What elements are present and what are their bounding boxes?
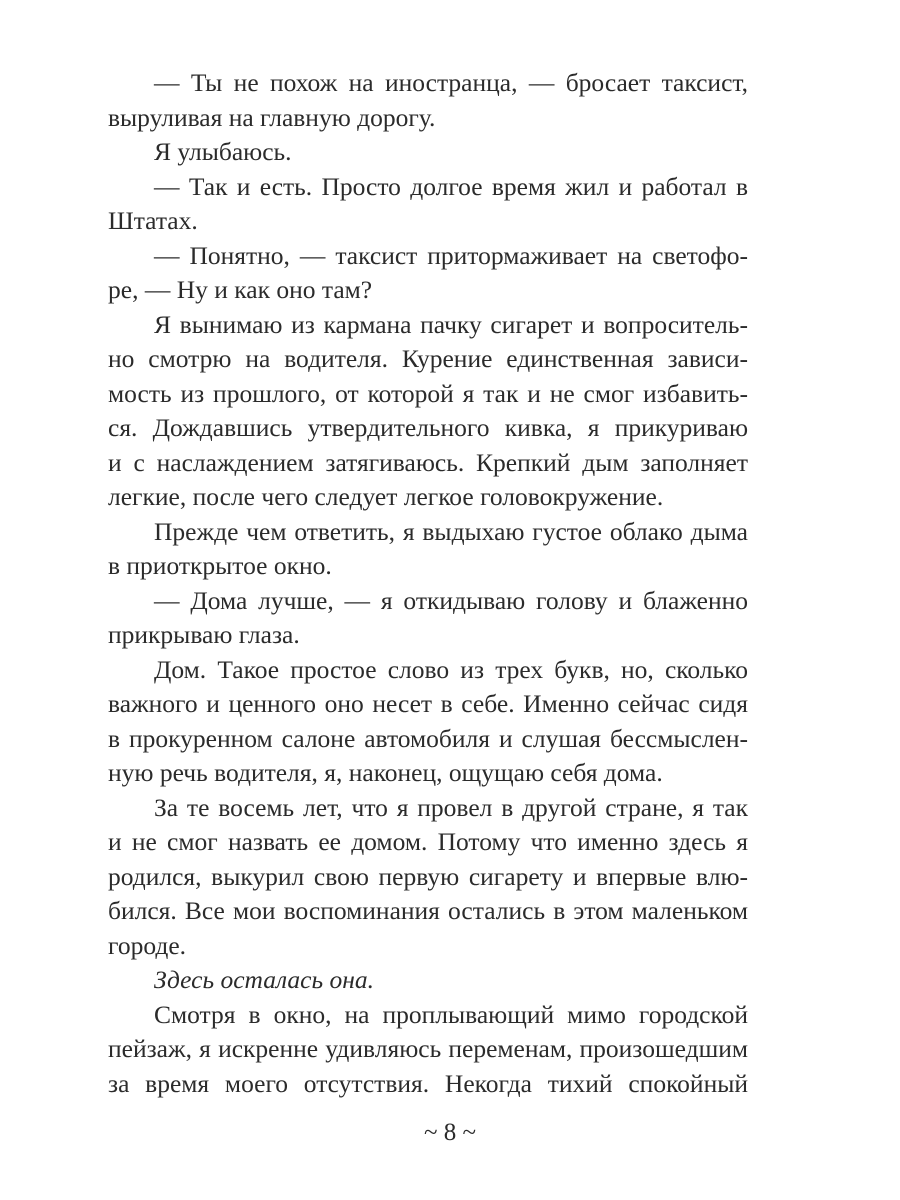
text-line: Я вынимаю из кармана пачку сигарет и вопроситель- — [154, 309, 748, 339]
text-line: прикрываю глаза. — [108, 620, 300, 649]
text-line: Штатах. — [108, 206, 198, 235]
body-text — [108, 66, 748, 1101]
text-line: выруливая на главную дорогу. — [108, 102, 436, 132]
text-line: важного и ценного оно несет в себе. Именно сейчас сидя — [108, 689, 748, 718]
page-number: ~ 8 ~ — [423, 1119, 477, 1146]
text-line: — Ты не похож на иностранца, — бросает таксист, — [154, 68, 748, 97]
text-line: За те восемь лет, что я провел в другой стране, я так — [154, 792, 748, 822]
text-line: в приоткрытое окно. — [108, 551, 332, 580]
text-line: ся. Дождавшись утвердительного кивка, я прикуриваю — [108, 413, 748, 442]
text-line: и не смог назвать ее домом. Потому что именно здесь я — [108, 827, 748, 856]
text-line: ре, — Ну и как оно там? — [108, 275, 373, 304]
text-line: ную речь водителя, я, наконец, ощущаю себя дома. — [108, 758, 663, 787]
book-page — [108, 66, 748, 1106]
text-line: городе. — [108, 930, 187, 960]
text-line: родился, выкурил свою первую сигарету и впервые влю- — [108, 861, 748, 891]
text-line: Дом. Такое простое слово из трех букв, но, сколько — [154, 654, 748, 684]
text-line: — Дома лучше, — я откидываю голову и блаженно — [154, 585, 748, 615]
text-line: бился. Все мои воспоминания остались в этом маленьком — [108, 896, 748, 925]
text-line: Смотря в окно, на проплывающий мимо городской — [154, 999, 748, 1029]
text-line: легкие, после чего следует легкое головокружение. — [108, 482, 664, 511]
text-line: — Так и есть. Просто долгое время жил и работал в — [154, 171, 748, 201]
text-line: пейзаж, я искренне удивляюсь переменам, произошедшим — [108, 1034, 748, 1063]
text-line: за время моего отсутствия. Некогда тихий спокойный — [108, 1068, 748, 1098]
text-line: мость из прошлого, от которой я так и не смог избавить- — [108, 378, 748, 408]
text-line: и с наслаждением затягиваюсь. Крепкий дым заполняет — [108, 447, 748, 477]
text-line: но смотрю на водителя. Курение единственная зависи- — [108, 344, 748, 373]
text-line: — Понятно, — таксист притормаживает на светофо- — [154, 240, 748, 270]
text-line: Я улыбаюсь. — [154, 137, 292, 166]
text-line: Здесь осталась она. — [154, 965, 374, 994]
text-line: Прежде чем ответить, я выдыхаю густое облако дыма — [154, 516, 748, 546]
text-line: в прокуренном салоне автомобиля и слушая бессмыслен- — [108, 723, 748, 753]
